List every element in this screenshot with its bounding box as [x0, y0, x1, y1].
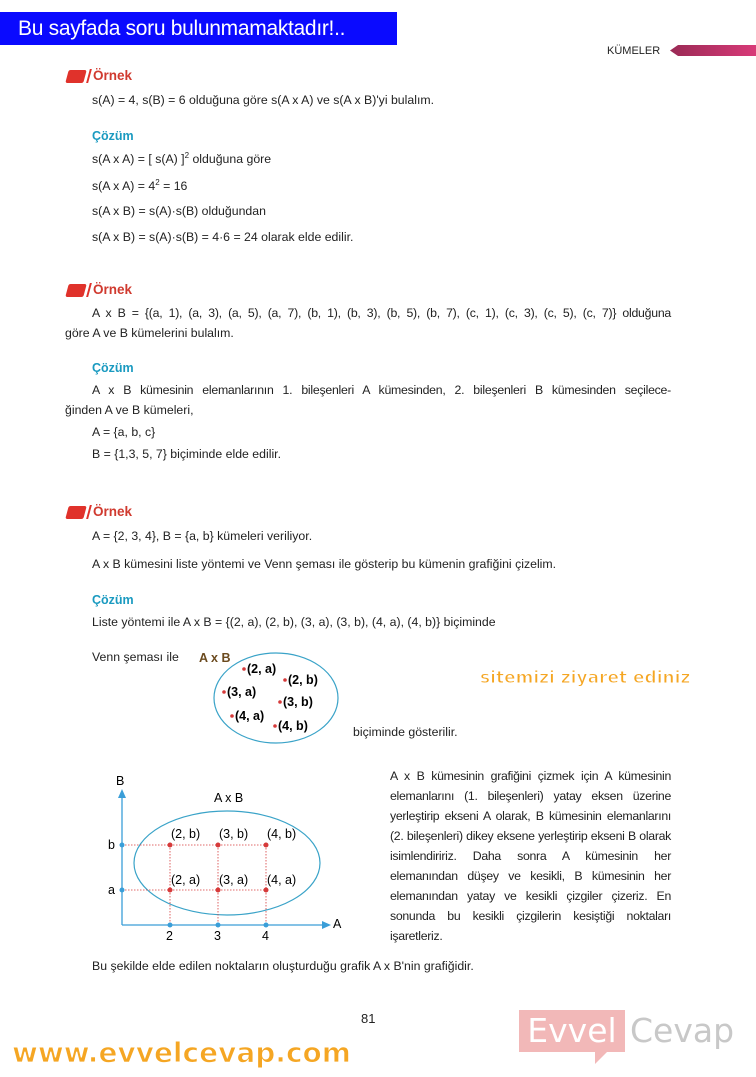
venn-element: (4, b) — [278, 719, 308, 733]
solution-text: = 16 — [159, 179, 188, 194]
x-tick-label: 4 — [262, 929, 269, 943]
venn-element: (2, a) — [247, 662, 277, 676]
point-label: (2, b) — [171, 827, 201, 841]
venn-element: (3, a) — [227, 685, 257, 699]
point-dot — [168, 888, 173, 893]
solution-line: Liste yöntemi ile A x B = {(2, a), (2, b), (3, a), (3, b), (4, a), (4, b)} biçiminde — [92, 615, 496, 629]
x-axis-label: A — [333, 917, 342, 931]
venn-dot — [242, 667, 246, 671]
solution-text: olduğuna göre — [189, 152, 272, 167]
logo-cevap: Cevap — [630, 1011, 735, 1050]
exponent: 2 — [155, 178, 160, 187]
y-tick-label: a — [108, 883, 115, 897]
y-tick-dot — [120, 888, 125, 893]
venn-diagram — [199, 651, 338, 743]
graph-explanation: A x B kümesinin grafiğini çizmek için A kümesinin elemanlarını (1. bileşenleri) yatay eksen üzerine yerleştirip ekseni A olarak, B kümesinin elemanlarını (2. bileşenleri) dikey eksene yerleştirip ekseni B olarak isimlendiririz. Daha sonra A kümesinin her elemanından düşey ve kesikli, B kümesinin her elemanından yatay ve kesikli çizgiler çizeriz. En sonunda bu kesikli çizgilerin kesiştiği noktaları işaretleriz. — [390, 769, 671, 943]
example2-question: A x B = {(a, 1), (a, 3), (a, 5), (a, 7), (b, 1), (b, 3), (b, 5), (b, 7), (c, 1), (c, 3), (c, 5), (c, 7)} olduğuna — [92, 306, 671, 320]
example-heading: Örnek — [93, 68, 133, 83]
venn-dot — [222, 690, 226, 694]
x-tick-label: 3 — [214, 929, 221, 943]
solution-text: s(A x A) = 4 — [92, 179, 156, 194]
example3-question: A x B kümesini liste yöntemi ve Venn şeması ile gösterip bu kümenin grafiğini çizelim. — [92, 557, 557, 571]
point-dot — [264, 843, 269, 848]
x-tick-dot — [216, 923, 221, 928]
solution-line: s(A x B) = s(A)·s(B) = 4·6 = 24 olarak elde edilir. — [92, 230, 354, 244]
y-axis-label: B — [116, 774, 125, 788]
y-tick-dot — [120, 843, 125, 848]
x-tick-label: 2 — [166, 929, 173, 943]
point-label: (2, a) — [171, 873, 201, 887]
solution-line: ğinden A ve B kümeleri, — [65, 403, 194, 417]
example-heading: Örnek — [93, 282, 133, 297]
x-tick-dot — [264, 923, 269, 928]
solution-text: s(A x A) = [ s(A) ] — [92, 152, 185, 167]
solution-line: s(A x B) = s(A)·s(B) olduğundan — [92, 204, 266, 218]
logo-speech-tail — [595, 1050, 609, 1064]
venn-caption: biçiminde gösterilir. — [353, 725, 458, 739]
point-dot — [264, 888, 269, 893]
venn-element: (4, a) — [235, 709, 265, 723]
venn-intro: Venn şeması ile — [92, 650, 179, 664]
solution-line: A x B kümesinin elemanlarının 1. bileşenleri A kümesinden, 2. bileşenleri B kümesinden seçilece- — [92, 383, 671, 397]
venn-element: (2, b) — [288, 673, 318, 687]
solution-line: A = {a, b, c} — [92, 425, 156, 439]
y-tick-label: b — [108, 838, 115, 852]
graph-title: A x B — [214, 791, 244, 805]
example1-question: s(A) = 4, s(B) = 6 olduğuna göre s(A x A) ve s(A x B)'yi bulalım. — [92, 93, 435, 107]
point-dot — [216, 888, 221, 893]
example-heading: Örnek — [93, 504, 133, 519]
venn-element: (3, b) — [283, 695, 313, 709]
point-label: (3, b) — [219, 827, 249, 841]
venn-title: A x B — [199, 651, 231, 665]
watermark-sub: sitemizi ziyaret ediniz — [480, 668, 691, 688]
solution-heading: Çözüm — [92, 129, 134, 143]
point-label: (3, a) — [219, 873, 249, 887]
exponent: 2 — [184, 151, 190, 160]
solution-heading: Çözüm — [92, 593, 134, 607]
point-dot — [168, 843, 173, 848]
point-label: (4, a) — [267, 873, 297, 887]
solution-heading: Çözüm — [92, 361, 134, 375]
cartesian-graph — [108, 774, 342, 943]
solution-line: B = {1,3, 5, 7} biçiminde elde edilir. — [92, 447, 282, 461]
conclusion: Bu şekilde elde edilen noktaların oluşturduğu grafik A x B'nin grafiğidir. — [92, 959, 474, 973]
venn-dot — [278, 700, 282, 704]
point-dot — [216, 843, 221, 848]
point-label: (4, b) — [267, 827, 297, 841]
example3-question: A = {2, 3, 4}, B = {a, b} kümeleri veriliyor. — [92, 529, 313, 543]
x-tick-dot — [168, 923, 173, 928]
venn-dot — [283, 678, 287, 682]
venn-elements — [222, 662, 318, 733]
page-number: 81 — [361, 1011, 376, 1026]
chapter-title: KÜMELER — [607, 45, 661, 57]
example2-question: göre A ve B kümelerini bulalım. — [65, 326, 234, 340]
venn-dot — [273, 724, 277, 728]
watermark-main: www.evvelcevap.com — [12, 1036, 351, 1069]
y-axis-arrow-icon — [118, 789, 126, 798]
x-axis-arrow-icon — [322, 921, 331, 929]
notice-banner: Bu sayfada soru bulunmamaktadır!.. — [0, 12, 397, 45]
logo-evvel: Evvel — [519, 1010, 625, 1052]
venn-dot — [230, 714, 234, 718]
